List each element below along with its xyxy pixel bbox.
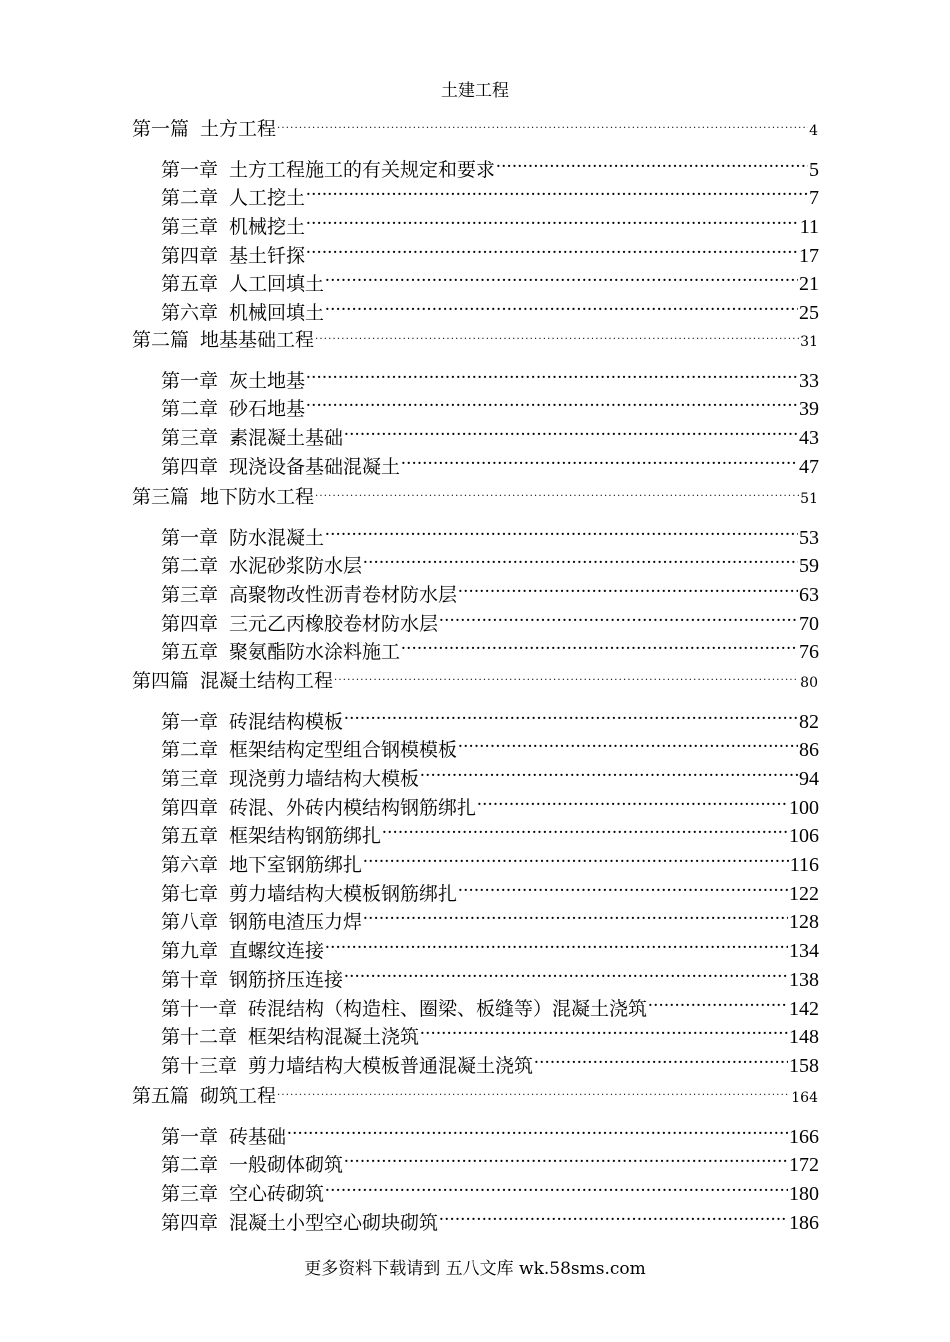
toc-entry-number: 第一章 xyxy=(161,526,219,549)
toc-entry-title: 高聚物改性沥青卷材防水层 xyxy=(229,583,458,606)
toc-chapter-entry[interactable] xyxy=(161,291,819,324)
dot-leader xyxy=(648,987,788,1015)
toc-page-number: 82 xyxy=(799,710,819,733)
toc-part-entry[interactable] xyxy=(132,475,818,508)
toc-entry-number: 第四篇 xyxy=(132,670,190,692)
toc-chapter-entry[interactable] xyxy=(161,1172,819,1205)
toc-page-number: 138 xyxy=(789,968,819,991)
toc-entry-title: 防水混凝土 xyxy=(229,526,325,549)
toc-entry-number: 第八章 xyxy=(161,911,219,934)
toc-chapter-entry[interactable] xyxy=(161,387,819,421)
toc-chapter-entry[interactable] xyxy=(161,987,819,1020)
toc-chapter-entry[interactable] xyxy=(161,544,819,578)
document-title: 土建工程 xyxy=(441,81,509,101)
toc-entry-title: 机械挖土 xyxy=(229,215,306,238)
toc-chapter-entry[interactable] xyxy=(161,1015,819,1049)
toc-entry-number: 第十一章 xyxy=(161,997,238,1020)
toc-entry-title: 框架结构混凝土浇筑 xyxy=(248,1026,420,1049)
toc-entry-title: 钢筋电渣压力焊 xyxy=(229,911,363,934)
toc-chapter-entry[interactable] xyxy=(161,205,819,238)
toc-entry-title: 砌筑工程 xyxy=(200,1085,277,1107)
toc-chapter-entry[interactable] xyxy=(161,843,819,876)
toc-page-number: 158 xyxy=(789,1054,819,1077)
toc-entry-number: 第四章 xyxy=(161,1211,219,1234)
toc-page-number: 51 xyxy=(800,491,818,507)
toc-entry-title: 框架结构钢筋绑扎 xyxy=(229,825,382,848)
toc-page-number: 106 xyxy=(789,825,819,848)
dot-leader xyxy=(458,872,788,900)
toc-chapter-entry[interactable] xyxy=(161,516,819,549)
dot-leader xyxy=(458,573,798,601)
toc-entry-number: 第十章 xyxy=(161,968,219,991)
toc-chapter-entry[interactable] xyxy=(161,814,819,848)
toc-page-number: 186 xyxy=(789,1211,819,1234)
toc-entry-title: 聚氨酯防水涂料施工 xyxy=(229,641,401,664)
toc-chapter-entry[interactable] xyxy=(161,573,819,606)
dot-leader xyxy=(306,234,798,262)
toc-page-number: 53 xyxy=(799,526,819,549)
toc-entry-title: 混凝土结构工程 xyxy=(200,670,334,692)
toc-page-number: 39 xyxy=(799,398,819,421)
toc-entry-title: 土方工程施工的有关规定和要求 xyxy=(229,158,496,181)
dot-leader xyxy=(344,958,788,986)
toc-page-number: 172 xyxy=(789,1154,819,1177)
footer-text: 更多资料下载请到 五八文库 wk.58sms.com xyxy=(304,1259,646,1279)
toc-entry-number: 第五章 xyxy=(161,273,219,296)
toc-entry-label xyxy=(132,326,314,354)
toc-entry-number: 第三章 xyxy=(161,767,219,790)
toc-page-number: 134 xyxy=(789,940,819,963)
toc-page-number: 7 xyxy=(809,187,819,210)
dot-leader xyxy=(458,728,798,756)
dot-leader xyxy=(287,1115,788,1143)
toc-entry-number: 第四章 xyxy=(161,244,219,267)
toc-chapter-entry[interactable] xyxy=(161,176,819,210)
toc-chapter-entry[interactable] xyxy=(161,872,819,905)
toc-entry-label xyxy=(132,1082,276,1110)
toc-entry-title: 素混凝土基础 xyxy=(229,426,344,449)
toc-page-number: 80 xyxy=(800,675,818,691)
toc-chapter-entry[interactable] xyxy=(161,700,819,733)
toc-entry-number: 第六章 xyxy=(161,302,219,324)
toc-chapter-entry[interactable] xyxy=(161,148,819,181)
toc-entry-title: 人工挖土 xyxy=(229,187,306,210)
toc-entry-title: 现浇设备基础混凝土 xyxy=(229,455,401,478)
toc-entry-number: 第九章 xyxy=(161,940,219,963)
toc-chapter-entry[interactable] xyxy=(161,958,819,991)
toc-entry-number: 第七章 xyxy=(161,882,219,905)
toc-entry-title: 直螺纹连接 xyxy=(229,940,325,963)
toc-entry-title: 砖基础 xyxy=(229,1125,287,1148)
toc-entry-number: 第五章 xyxy=(161,825,219,848)
toc-chapter-entry[interactable] xyxy=(161,1201,819,1234)
dot-leader xyxy=(334,659,799,687)
toc-chapter-entry[interactable] xyxy=(161,757,819,790)
toc-entry-number: 第二篇 xyxy=(132,329,190,351)
toc-entry-number: 第一篇 xyxy=(132,118,190,140)
toc-entry-title: 砂石地基 xyxy=(229,398,306,421)
toc-entry-number: 第一章 xyxy=(161,158,219,181)
dot-leader xyxy=(363,544,798,572)
toc-entry-number: 第二章 xyxy=(161,555,219,578)
toc-page-number: 11 xyxy=(799,215,819,238)
toc-entry-title: 水泥砂浆防水层 xyxy=(229,555,363,578)
toc-chapter-entry[interactable] xyxy=(161,1143,819,1177)
dot-leader xyxy=(315,318,799,346)
toc-entry-title: 空心砖砌筑 xyxy=(229,1182,325,1205)
toc-page-number: 122 xyxy=(789,882,819,905)
dot-leader xyxy=(477,786,788,814)
toc-chapter-entry[interactable] xyxy=(161,416,819,449)
toc-entry-title: 地下防水工程 xyxy=(200,486,315,508)
toc-entry-title: 混凝土小型空心砌块砌筑 xyxy=(229,1211,439,1234)
toc-entry-title: 灰土地基 xyxy=(229,369,306,392)
toc-page-number: 94 xyxy=(799,767,819,790)
toc-page-number: 31 xyxy=(800,334,818,350)
toc-entry-number: 第三章 xyxy=(161,215,219,238)
toc-page-number: 142 xyxy=(789,997,819,1020)
dot-leader xyxy=(363,843,789,871)
toc-chapter-entry[interactable] xyxy=(161,900,819,934)
dot-leader xyxy=(306,359,798,387)
dot-leader xyxy=(382,814,788,842)
toc-entry-label xyxy=(132,483,314,511)
toc-page-number: 5 xyxy=(809,158,819,181)
toc-part-entry[interactable] xyxy=(132,318,818,351)
toc-entry-label xyxy=(161,1209,438,1237)
toc-page-number: 100 xyxy=(789,796,819,819)
toc-entry-number: 第四章 xyxy=(161,796,219,819)
dot-leader xyxy=(325,516,798,544)
toc-chapter-entry[interactable] xyxy=(161,234,819,267)
toc-entry-title: 框架结构定型组合钢模模板 xyxy=(229,739,458,762)
toc-entry-title: 砖混结构（构造柱、圈梁、板缝等）混凝土浇筑 xyxy=(248,997,648,1020)
toc-page-number: 86 xyxy=(799,739,819,762)
toc-entry-number: 第二章 xyxy=(161,739,219,762)
toc-chapter-entry[interactable] xyxy=(161,728,819,762)
toc-entry-title: 钢筋挤压连接 xyxy=(229,968,344,991)
toc-page-number: 166 xyxy=(789,1125,819,1148)
toc-entry-number: 第一章 xyxy=(161,369,219,392)
toc-entry-label xyxy=(132,667,333,695)
toc-entry-number: 第二章 xyxy=(161,398,219,421)
toc-page-number: 148 xyxy=(789,1026,819,1049)
toc-page-number: 43 xyxy=(799,426,819,449)
toc-page-number: 128 xyxy=(789,911,819,934)
toc-entry-title: 三元乙丙橡胶卷材防水层 xyxy=(229,612,439,635)
dot-leader xyxy=(306,387,798,415)
toc-entry-title: 一般砌体砌筑 xyxy=(229,1154,344,1177)
dot-leader xyxy=(401,445,798,473)
dot-leader xyxy=(401,630,798,658)
toc-entry-title: 砖混结构模板 xyxy=(229,710,344,733)
toc-page-number: 25 xyxy=(799,302,819,324)
toc-entry-number: 第三章 xyxy=(161,426,219,449)
toc-page-number: 17 xyxy=(799,244,819,267)
toc-chapter-entry[interactable] xyxy=(161,929,819,963)
toc-entry-number: 第六章 xyxy=(161,854,219,876)
dot-leader xyxy=(315,475,799,503)
toc-entry-number: 第二章 xyxy=(161,187,219,210)
toc-entry-number: 第一章 xyxy=(161,1125,219,1148)
toc-entry-number: 第五篇 xyxy=(132,1085,190,1107)
toc-entry-title: 地基基础工程 xyxy=(200,329,315,351)
toc-page-number: 76 xyxy=(799,641,819,664)
dot-leader xyxy=(420,757,798,785)
dot-leader xyxy=(325,1172,788,1200)
toc-page-number: 164 xyxy=(791,1090,818,1106)
dot-leader xyxy=(439,602,798,630)
dot-leader xyxy=(534,1044,788,1072)
dot-leader xyxy=(325,929,788,957)
toc-entry-title: 机械回填土 xyxy=(229,302,325,324)
toc-entry-title: 基土钎探 xyxy=(229,244,306,267)
toc-page-number: 21 xyxy=(799,273,819,296)
dot-leader xyxy=(277,1074,790,1102)
toc-page-number: 4 xyxy=(809,123,818,139)
toc-entry-title: 人工回填土 xyxy=(229,273,325,296)
dot-leader xyxy=(344,1143,788,1171)
toc-page-number: 47 xyxy=(799,455,819,478)
toc-entry-number: 第三章 xyxy=(161,583,219,606)
toc-entry-title: 地下室钢筋绑扎 xyxy=(229,854,363,876)
toc-page-number: 59 xyxy=(799,555,819,578)
toc-chapter-entry[interactable] xyxy=(161,445,819,478)
toc-entry-number: 第三篇 xyxy=(132,486,190,508)
toc-chapter-entry[interactable] xyxy=(161,786,819,819)
toc-chapter-entry[interactable] xyxy=(161,1115,819,1148)
dot-leader xyxy=(496,148,808,176)
toc-page-number: 180 xyxy=(789,1182,819,1205)
toc-entry-number: 第四章 xyxy=(161,612,219,635)
toc-entry-title: 现浇剪力墙结构大模板 xyxy=(229,767,420,790)
toc-page-number: 63 xyxy=(799,583,819,606)
dot-leader xyxy=(306,205,799,233)
dot-leader xyxy=(439,1201,788,1229)
toc-part-entry[interactable] xyxy=(132,659,818,692)
toc-entry-number: 第三章 xyxy=(161,1182,219,1205)
toc-entry-number: 第十三章 xyxy=(161,1054,238,1077)
toc-chapter-entry[interactable] xyxy=(161,630,819,664)
dot-leader xyxy=(325,291,798,319)
toc-entry-label xyxy=(132,115,276,143)
dot-leader xyxy=(363,900,788,928)
toc-entry-number: 第十二章 xyxy=(161,1026,238,1049)
dot-leader xyxy=(277,107,808,135)
dot-leader xyxy=(420,1015,788,1043)
dot-leader xyxy=(325,262,798,290)
toc-page-number: 70 xyxy=(799,612,819,635)
toc-entry-number: 第二章 xyxy=(161,1154,219,1177)
toc-chapter-entry[interactable] xyxy=(161,1044,819,1077)
dot-leader xyxy=(306,176,808,204)
toc-entry-title: 土方工程 xyxy=(200,118,277,140)
toc-chapter-entry[interactable] xyxy=(161,359,819,392)
toc-entry-number: 第五章 xyxy=(161,641,219,664)
dot-leader xyxy=(344,416,798,444)
toc-part-entry[interactable] xyxy=(132,107,818,140)
toc-entry-number: 第四章 xyxy=(161,455,219,478)
toc-entry-number: 第一章 xyxy=(161,710,219,733)
toc-entry-title: 剪力墙结构大模板普通混凝土浇筑 xyxy=(248,1054,534,1077)
toc-entry-title: 砖混、外砖内模结构钢筋绑扎 xyxy=(229,796,477,819)
dot-leader xyxy=(344,700,798,728)
toc-chapter-entry[interactable] xyxy=(161,262,819,296)
toc-page-number: 116 xyxy=(789,854,819,876)
toc-part-entry[interactable] xyxy=(132,1074,818,1107)
toc-page-number: 33 xyxy=(799,369,819,392)
toc-entry-title: 剪力墙结构大模板钢筋绑扎 xyxy=(229,882,458,905)
toc-chapter-entry[interactable] xyxy=(161,602,819,635)
